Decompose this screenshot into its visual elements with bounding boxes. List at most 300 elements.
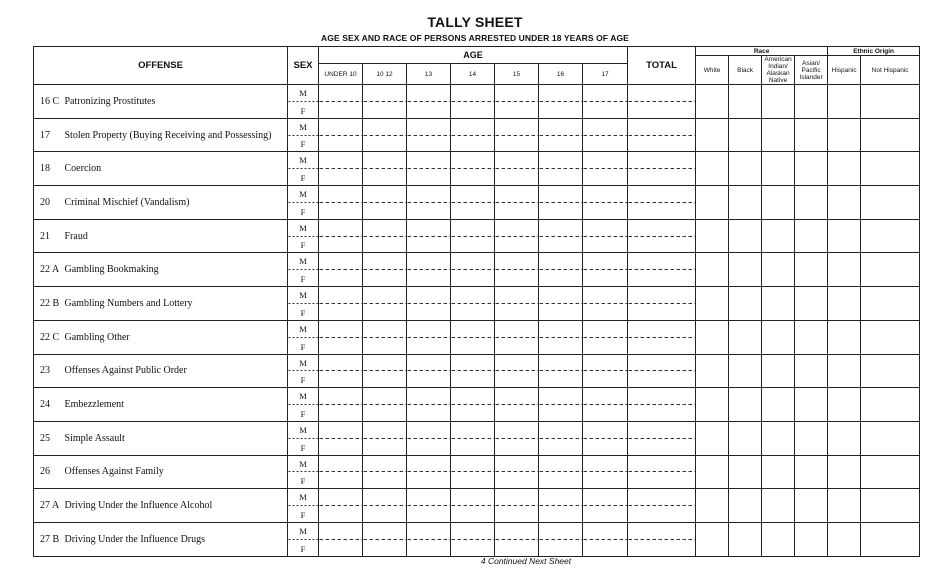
race-tally-cell[interactable] xyxy=(795,118,828,152)
ethnic-tally-cell[interactable] xyxy=(828,186,861,220)
race-tally-cell[interactable] xyxy=(696,85,729,119)
sex-male-label: M xyxy=(299,88,307,98)
header-sex: SEX xyxy=(288,47,319,85)
age-tally-cell[interactable] xyxy=(583,118,628,152)
race-tally-cell[interactable] xyxy=(795,489,828,523)
race-tally-cell[interactable] xyxy=(696,421,729,455)
offense-label xyxy=(34,320,288,354)
sex-male-label: M xyxy=(299,323,307,334)
age-tally-cell[interactable] xyxy=(451,522,495,556)
sex-cell xyxy=(288,354,319,388)
race-tally-cell[interactable] xyxy=(696,152,729,186)
table-row xyxy=(34,152,920,186)
race-tally-cell[interactable] xyxy=(762,522,795,556)
age-tally-cell[interactable] xyxy=(451,489,495,523)
offense-number: 23 xyxy=(40,365,50,377)
ethnic-tally-cell[interactable] xyxy=(828,421,861,455)
age-tally-cell[interactable] xyxy=(319,489,363,523)
table-row xyxy=(34,287,920,321)
ethnic-tally-cell[interactable] xyxy=(861,489,920,523)
sex-female-label: F xyxy=(300,206,306,217)
race-tally-cell[interactable] xyxy=(729,152,762,186)
ethnic-tally-cell[interactable] xyxy=(861,287,920,321)
race-tally-cell[interactable] xyxy=(729,455,762,489)
age-tally-cell[interactable] xyxy=(539,219,583,253)
ethnic-tally-cell[interactable] xyxy=(828,455,861,489)
age-tally-cell[interactable] xyxy=(363,522,407,556)
ethnic-tally-cell[interactable] xyxy=(861,118,920,152)
ethnic-tally-cell[interactable] xyxy=(861,152,920,186)
sex-cell xyxy=(288,85,319,119)
age-tally-cell[interactable] xyxy=(451,152,495,186)
sex-female-label: F xyxy=(300,105,306,116)
age-tally-cell[interactable] xyxy=(407,421,451,455)
age-tally-cell[interactable] xyxy=(583,152,628,186)
race-tally-cell[interactable] xyxy=(729,253,762,287)
race-tally-cell[interactable] xyxy=(696,118,729,152)
offense-number: 22 C xyxy=(40,331,60,343)
race-tally-cell[interactable] xyxy=(729,522,762,556)
age-tally-cell[interactable] xyxy=(319,320,363,354)
total-tally-cell[interactable] xyxy=(628,85,696,119)
race-tally-cell[interactable] xyxy=(729,489,762,523)
total-tally-cell[interactable] xyxy=(628,219,696,253)
ethnic-tally-cell[interactable] xyxy=(861,354,920,388)
sex-male-label: M xyxy=(299,189,307,200)
sex-female-label: F xyxy=(300,240,306,251)
tally-table xyxy=(33,46,920,557)
total-tally-cell[interactable] xyxy=(628,186,696,220)
table-row xyxy=(34,522,920,556)
sex-male-label: M xyxy=(299,424,307,435)
ethnic-tally-cell[interactable] xyxy=(861,253,920,287)
age-tally-cell[interactable] xyxy=(495,522,539,556)
header-race-american-indian: American Indian/ Alaskan Native xyxy=(762,56,795,85)
age-tally-cell[interactable] xyxy=(495,118,539,152)
age-tally-cell[interactable] xyxy=(583,219,628,253)
age-tally-cell[interactable] xyxy=(583,388,628,422)
ethnic-tally-cell[interactable] xyxy=(828,118,861,152)
age-tally-cell[interactable] xyxy=(583,253,628,287)
table-row xyxy=(34,388,920,422)
page-title: TALLY SHEET xyxy=(427,14,523,30)
age-tally-cell[interactable] xyxy=(451,388,495,422)
race-tally-cell[interactable] xyxy=(696,522,729,556)
age-tally-cell[interactable] xyxy=(407,388,451,422)
age-tally-cell[interactable] xyxy=(363,421,407,455)
race-tally-cell[interactable] xyxy=(795,287,828,321)
offense-name: Offenses Against Public Order xyxy=(64,365,187,377)
offense-label xyxy=(34,219,288,253)
header-race-black: Black xyxy=(729,56,762,85)
ethnic-tally-cell[interactable] xyxy=(861,522,920,556)
age-tally-cell[interactable] xyxy=(495,354,539,388)
age-tally-cell[interactable] xyxy=(407,320,451,354)
offense-name: Coercion xyxy=(64,163,102,175)
age-tally-cell[interactable] xyxy=(363,320,407,354)
offense-name: Driving Under the Influence Drugs xyxy=(64,533,206,545)
age-tally-cell[interactable] xyxy=(451,354,495,388)
age-tally-cell[interactable] xyxy=(319,455,363,489)
race-tally-cell[interactable] xyxy=(762,320,795,354)
age-tally-cell[interactable] xyxy=(363,152,407,186)
sex-cell xyxy=(288,186,319,220)
total-tally-cell[interactable] xyxy=(628,354,696,388)
header-age-14: 14 xyxy=(451,64,495,85)
age-tally-cell[interactable] xyxy=(539,489,583,523)
sex-male-label: M xyxy=(299,155,307,166)
sex-female-label: F xyxy=(300,274,306,285)
race-tally-cell[interactable] xyxy=(729,287,762,321)
sex-cell xyxy=(288,522,319,556)
offense-name: Driving Under the Influence Alcohol xyxy=(64,500,213,512)
age-tally-cell[interactable] xyxy=(451,219,495,253)
age-tally-cell[interactable] xyxy=(407,522,451,556)
sex-female-label: F xyxy=(300,476,306,487)
age-tally-cell[interactable] xyxy=(451,287,495,321)
race-tally-cell[interactable] xyxy=(795,354,828,388)
total-tally-cell[interactable] xyxy=(628,388,696,422)
race-tally-cell[interactable] xyxy=(696,354,729,388)
age-tally-cell[interactable] xyxy=(451,320,495,354)
sex-female-label: F xyxy=(300,408,306,419)
race-tally-cell[interactable] xyxy=(762,186,795,220)
age-tally-cell[interactable] xyxy=(583,489,628,523)
age-tally-cell[interactable] xyxy=(319,253,363,287)
age-tally-cell[interactable] xyxy=(407,118,451,152)
header-ethnic-origin: Ethnic Origin xyxy=(828,47,920,56)
race-tally-cell[interactable] xyxy=(795,253,828,287)
header-ethnic-not-hispanic: Not Hispanic xyxy=(861,56,920,85)
age-tally-cell[interactable] xyxy=(539,186,583,220)
race-tally-cell[interactable] xyxy=(762,354,795,388)
race-tally-cell[interactable] xyxy=(795,388,828,422)
race-tally-cell[interactable] xyxy=(729,219,762,253)
age-tally-cell[interactable] xyxy=(495,320,539,354)
ethnic-tally-cell[interactable] xyxy=(861,85,920,119)
offense-label xyxy=(34,522,288,556)
race-tally-cell[interactable] xyxy=(729,421,762,455)
sex-female-label: F xyxy=(300,341,306,352)
age-tally-cell[interactable] xyxy=(539,388,583,422)
ethnic-tally-cell[interactable] xyxy=(828,152,861,186)
ethnic-tally-cell[interactable] xyxy=(828,522,861,556)
header-race-white: White xyxy=(696,56,729,85)
offense-number: 26 xyxy=(40,466,50,478)
race-tally-cell[interactable] xyxy=(795,152,828,186)
offense-name: Embezzlement xyxy=(64,399,124,411)
age-tally-cell[interactable] xyxy=(539,320,583,354)
age-tally-cell[interactable] xyxy=(583,354,628,388)
table-row xyxy=(34,489,920,523)
age-tally-cell[interactable] xyxy=(495,85,539,119)
header-ethnic-hispanic: Hispanic xyxy=(828,56,861,85)
age-tally-cell[interactable] xyxy=(363,253,407,287)
ethnic-tally-cell[interactable] xyxy=(828,85,861,119)
age-tally-cell[interactable] xyxy=(363,455,407,489)
age-tally-cell[interactable] xyxy=(539,421,583,455)
race-tally-cell[interactable] xyxy=(696,455,729,489)
page-subtitle: AGE SEX AND RACE OF PERSONS ARRESTED UNDER 18 YEARS OF AGE xyxy=(321,33,629,43)
age-tally-cell[interactable] xyxy=(583,186,628,220)
offense-number: 21 xyxy=(40,230,50,242)
age-tally-cell[interactable] xyxy=(363,354,407,388)
race-tally-cell[interactable] xyxy=(696,219,729,253)
offense-number: 18 xyxy=(40,163,50,175)
header-age-10-12: 10 12 xyxy=(363,64,407,85)
offense-label xyxy=(34,489,288,523)
age-tally-cell[interactable] xyxy=(495,152,539,186)
race-tally-cell[interactable] xyxy=(696,388,729,422)
sex-female-label: F xyxy=(300,375,306,386)
age-tally-cell[interactable] xyxy=(451,253,495,287)
ethnic-tally-cell[interactable] xyxy=(828,219,861,253)
age-tally-cell[interactable] xyxy=(495,388,539,422)
sex-cell xyxy=(288,287,319,321)
offense-number: 27 A xyxy=(40,500,60,512)
age-tally-cell[interactable] xyxy=(495,287,539,321)
age-tally-cell[interactable] xyxy=(319,85,363,119)
sex-male-label: M xyxy=(299,222,307,233)
sex-female-label: F xyxy=(300,509,306,520)
age-tally-cell[interactable] xyxy=(539,522,583,556)
ethnic-tally-cell[interactable] xyxy=(828,388,861,422)
header-age-13: 13 xyxy=(407,64,451,85)
age-tally-cell[interactable] xyxy=(583,85,628,119)
race-tally-cell[interactable] xyxy=(696,489,729,523)
tally-body xyxy=(34,85,920,557)
offense-label xyxy=(34,421,288,455)
age-tally-cell[interactable] xyxy=(319,186,363,220)
age-tally-cell[interactable] xyxy=(583,320,628,354)
age-tally-cell[interactable] xyxy=(495,455,539,489)
race-tally-cell[interactable] xyxy=(729,186,762,220)
race-tally-cell[interactable] xyxy=(729,85,762,119)
total-tally-cell[interactable] xyxy=(628,152,696,186)
age-tally-cell[interactable] xyxy=(319,118,363,152)
ethnic-tally-cell[interactable] xyxy=(861,320,920,354)
race-tally-cell[interactable] xyxy=(762,118,795,152)
race-tally-cell[interactable] xyxy=(795,455,828,489)
offense-name: Gambling Numbers and Lottery xyxy=(64,297,193,309)
sex-male-label: M xyxy=(299,121,307,132)
age-tally-cell[interactable] xyxy=(407,287,451,321)
age-tally-cell[interactable] xyxy=(539,455,583,489)
age-tally-cell[interactable] xyxy=(319,287,363,321)
table-row xyxy=(34,455,920,489)
sex-female-label: F xyxy=(300,543,306,554)
race-tally-cell[interactable] xyxy=(729,118,762,152)
age-tally-cell[interactable] xyxy=(407,85,451,119)
age-tally-cell[interactable] xyxy=(407,354,451,388)
offense-label xyxy=(34,118,288,152)
race-tally-cell[interactable] xyxy=(762,388,795,422)
offense-number: 25 xyxy=(40,432,50,444)
ethnic-tally-cell[interactable] xyxy=(861,388,920,422)
footer-continued: 4 Continued Next Sheet xyxy=(480,556,572,566)
header-age-15: 15 xyxy=(495,64,539,85)
sex-male-label: M xyxy=(299,492,307,503)
ethnic-tally-cell[interactable] xyxy=(828,320,861,354)
age-tally-cell[interactable] xyxy=(539,85,583,119)
offense-label xyxy=(34,85,288,119)
header-age-16: 16 xyxy=(539,64,583,85)
age-tally-cell[interactable] xyxy=(363,489,407,523)
total-tally-cell[interactable] xyxy=(628,320,696,354)
age-tally-cell[interactable] xyxy=(363,85,407,119)
offense-name: Criminal Mischief (Vandalism) xyxy=(64,196,190,208)
table-row xyxy=(34,253,920,287)
race-tally-cell[interactable] xyxy=(795,85,828,119)
total-tally-cell[interactable] xyxy=(628,421,696,455)
age-tally-cell[interactable] xyxy=(583,522,628,556)
age-tally-cell[interactable] xyxy=(539,152,583,186)
age-tally-cell[interactable] xyxy=(363,388,407,422)
age-tally-cell[interactable] xyxy=(495,253,539,287)
race-tally-cell[interactable] xyxy=(762,253,795,287)
age-tally-cell[interactable] xyxy=(451,455,495,489)
race-tally-cell[interactable] xyxy=(762,219,795,253)
race-tally-cell[interactable] xyxy=(795,421,828,455)
sex-female-label: F xyxy=(300,173,306,184)
age-tally-cell[interactable] xyxy=(539,287,583,321)
race-tally-cell[interactable] xyxy=(729,388,762,422)
offense-number: 27 B xyxy=(40,533,60,545)
total-tally-cell[interactable] xyxy=(628,522,696,556)
table-row xyxy=(34,118,920,152)
offense-label xyxy=(34,253,288,287)
age-tally-cell[interactable] xyxy=(319,522,363,556)
total-tally-cell[interactable] xyxy=(628,287,696,321)
race-tally-cell[interactable] xyxy=(729,320,762,354)
offense-name: Offenses Against Family xyxy=(64,466,164,478)
offense-label xyxy=(34,455,288,489)
ethnic-tally-cell[interactable] xyxy=(861,421,920,455)
sex-male-label: M xyxy=(299,357,307,368)
sex-cell xyxy=(288,253,319,287)
race-tally-cell[interactable] xyxy=(762,152,795,186)
ethnic-tally-cell[interactable] xyxy=(828,287,861,321)
ethnic-tally-cell[interactable] xyxy=(828,253,861,287)
age-tally-cell[interactable] xyxy=(319,388,363,422)
offense-number: 22 B xyxy=(40,297,60,309)
age-tally-cell[interactable] xyxy=(495,489,539,523)
table-row xyxy=(34,219,920,253)
offense-name: Gambling Bookmaking xyxy=(64,264,159,276)
total-tally-cell[interactable] xyxy=(628,253,696,287)
age-tally-cell[interactable] xyxy=(495,219,539,253)
race-tally-cell[interactable] xyxy=(795,219,828,253)
age-tally-cell[interactable] xyxy=(407,152,451,186)
table-row xyxy=(34,85,920,119)
table-row xyxy=(34,186,920,220)
total-tally-cell[interactable] xyxy=(628,455,696,489)
race-tally-cell[interactable] xyxy=(696,320,729,354)
age-tally-cell[interactable] xyxy=(407,186,451,220)
offense-name: Gambling Other xyxy=(64,331,130,343)
offense-name: Fraud xyxy=(64,230,88,242)
age-tally-cell[interactable] xyxy=(319,421,363,455)
header-total: TOTAL xyxy=(628,47,696,85)
race-tally-cell[interactable] xyxy=(696,253,729,287)
header-race-asian-pacific: Asian/ Pacific Islander xyxy=(795,56,828,85)
age-tally-cell[interactable] xyxy=(319,354,363,388)
age-tally-cell[interactable] xyxy=(495,421,539,455)
sex-cell xyxy=(288,219,319,253)
race-tally-cell[interactable] xyxy=(762,287,795,321)
sex-male-label: M xyxy=(299,256,307,267)
age-tally-cell[interactable] xyxy=(451,85,495,119)
age-tally-cell[interactable] xyxy=(363,118,407,152)
age-tally-cell[interactable] xyxy=(319,152,363,186)
race-tally-cell[interactable] xyxy=(762,455,795,489)
age-tally-cell[interactable] xyxy=(363,219,407,253)
race-tally-cell[interactable] xyxy=(795,320,828,354)
age-tally-cell[interactable] xyxy=(407,489,451,523)
race-tally-cell[interactable] xyxy=(729,354,762,388)
age-tally-cell[interactable] xyxy=(407,455,451,489)
age-tally-cell[interactable] xyxy=(539,118,583,152)
offense-label xyxy=(34,287,288,321)
header-age-17: 17 xyxy=(583,64,628,85)
race-tally-cell[interactable] xyxy=(696,287,729,321)
age-tally-cell[interactable] xyxy=(363,287,407,321)
ethnic-tally-cell[interactable] xyxy=(828,489,861,523)
age-tally-cell[interactable] xyxy=(451,186,495,220)
race-tally-cell[interactable] xyxy=(762,85,795,119)
race-tally-cell[interactable] xyxy=(762,421,795,455)
ethnic-tally-cell[interactable] xyxy=(828,354,861,388)
age-tally-cell[interactable] xyxy=(451,118,495,152)
age-tally-cell[interactable] xyxy=(495,186,539,220)
race-tally-cell[interactable] xyxy=(795,522,828,556)
offense-number: 22 A xyxy=(40,264,60,276)
race-tally-cell[interactable] xyxy=(762,489,795,523)
offense-number: 24 xyxy=(40,399,50,411)
ethnic-tally-cell[interactable] xyxy=(861,219,920,253)
age-tally-cell[interactable] xyxy=(539,253,583,287)
sex-male-label: M xyxy=(299,458,307,469)
age-tally-cell[interactable] xyxy=(319,219,363,253)
sex-cell xyxy=(288,118,319,152)
age-tally-cell[interactable] xyxy=(539,354,583,388)
age-tally-cell[interactable] xyxy=(583,455,628,489)
sex-cell xyxy=(288,421,319,455)
offense-label xyxy=(34,152,288,186)
sex-cell xyxy=(288,320,319,354)
offense-number: 20 xyxy=(40,196,50,208)
sex-female-label: F xyxy=(300,139,306,150)
table-row xyxy=(34,354,920,388)
offense-name: Stolen Property (Buying Receiving and Possessing) xyxy=(64,129,272,141)
age-tally-cell[interactable] xyxy=(363,186,407,220)
offense-name: Patronizing Prostitutes xyxy=(64,95,156,107)
total-tally-cell[interactable] xyxy=(628,118,696,152)
sex-female-label: F xyxy=(300,307,306,318)
age-tally-cell[interactable] xyxy=(451,421,495,455)
age-tally-cell[interactable] xyxy=(583,421,628,455)
ethnic-tally-cell[interactable] xyxy=(861,186,920,220)
race-tally-cell[interactable] xyxy=(795,186,828,220)
age-tally-cell[interactable] xyxy=(407,219,451,253)
race-tally-cell[interactable] xyxy=(696,186,729,220)
ethnic-tally-cell[interactable] xyxy=(861,455,920,489)
offense-number: 16 C xyxy=(40,95,60,107)
age-tally-cell[interactable] xyxy=(583,287,628,321)
total-tally-cell[interactable] xyxy=(628,489,696,523)
offense-label xyxy=(34,186,288,220)
age-tally-cell[interactable] xyxy=(407,253,451,287)
